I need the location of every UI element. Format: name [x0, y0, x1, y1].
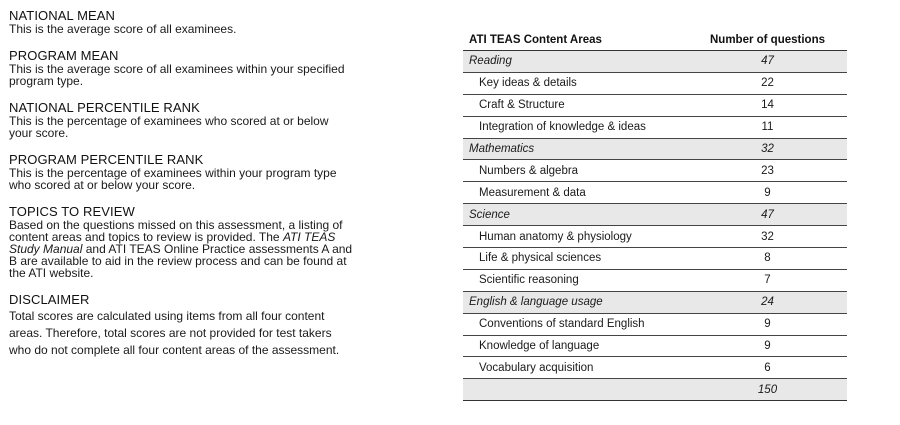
definition-heading: PROGRAM MEAN: [9, 48, 119, 63]
question-count-cell: 7: [688, 269, 847, 291]
definition-text: This is the average score of all examinees.: [9, 22, 237, 36]
definition-text: This is the percentage of examinees within your program type: [9, 166, 337, 180]
content-areas-table-panel: [463, 30, 847, 401]
table-row: [463, 269, 847, 291]
manual-title: Study Manual: [9, 242, 83, 256]
table-row-category: [463, 138, 847, 160]
table-header-row: [463, 30, 847, 51]
question-count-cell: 14: [688, 94, 847, 116]
definition-text: who scored at or below your score.: [9, 178, 196, 192]
content-area-cell: Craft & Structure: [463, 94, 688, 116]
question-count-cell: 9: [688, 313, 847, 335]
table-row: [463, 72, 847, 94]
content-area-cell: Knowledge of language: [463, 335, 688, 357]
content-area-cell: Integration of knowledge & ideas: [463, 116, 688, 138]
definition-text: This is the average score of all examinees within your specified: [9, 62, 345, 76]
definitions-panel: [9, 8, 439, 358]
content-area-cell: Conventions of standard English: [463, 313, 688, 335]
manual-title: ATI TEAS: [282, 230, 336, 244]
table-row: [463, 182, 847, 204]
content-area-cell: Scientific reasoning: [463, 269, 688, 291]
content-area-cell: Science: [463, 204, 688, 226]
total-label-cell: [463, 379, 688, 401]
question-count-cell: 24: [688, 291, 847, 313]
question-count-cell: 47: [688, 51, 847, 73]
table-row: [463, 116, 847, 138]
content-area-cell: Human anatomy & physiology: [463, 226, 688, 248]
definition-heading: TOPICS TO REVIEW: [9, 204, 135, 219]
table-row-category: [463, 204, 847, 226]
table-row: [463, 357, 847, 379]
content-areas-table: [463, 30, 847, 401]
content-area-cell: Reading: [463, 51, 688, 73]
table-row: [463, 335, 847, 357]
definition-heading: NATIONAL MEAN: [9, 8, 116, 23]
question-count-cell: 22: [688, 72, 847, 94]
definition-program-percentile-rank: [9, 152, 439, 191]
text-segment: content areas and topics to review is provided. The: [9, 230, 283, 244]
question-count-cell: 9: [688, 335, 847, 357]
definition-text: areas. Therefore, total scores are not provided for test takers: [9, 326, 332, 340]
content-area-cell: Vocabulary acquisition: [463, 357, 688, 379]
definition-text: B are available to aid in the review process and can be found at: [9, 254, 347, 268]
text-segment: and ATI TEAS Online Practice assessments A and: [82, 242, 353, 256]
column-header-number-of-questions: Number of questions: [688, 30, 847, 51]
definition-text: program type.: [9, 74, 84, 88]
definition-heading: NATIONAL PERCENTILE RANK: [9, 100, 200, 115]
definition-national-percentile-rank: [9, 100, 439, 139]
question-count-cell: 8: [688, 248, 847, 270]
question-count-cell: 32: [688, 138, 847, 160]
question-count-cell: 47: [688, 204, 847, 226]
table-row-category: [463, 51, 847, 73]
total-count-cell: 150: [688, 379, 847, 401]
definition-topics-to-review: [9, 204, 439, 279]
definition-disclaimer: [9, 292, 439, 358]
content-area-cell: Key ideas & details: [463, 72, 688, 94]
content-area-cell: Life & physical sciences: [463, 248, 688, 270]
content-area-cell: Numbers & algebra: [463, 160, 688, 182]
definition-text: the ATI website.: [9, 266, 94, 280]
definition-text: This is the percentage of examinees who scored at or below: [9, 114, 329, 128]
definition-national-mean: [9, 8, 439, 35]
definition-text: Based on the questions missed on this assessment, a listing of: [9, 218, 343, 232]
definition-heading: DISCLAIMER: [9, 292, 90, 307]
question-count-cell: 11: [688, 116, 847, 138]
definition-text: who do not complete all four content areas of the assessment.: [9, 343, 340, 357]
definition-program-mean: [9, 48, 439, 87]
definition-text: Total scores are calculated using items from all four content: [9, 309, 325, 323]
table-body: [463, 51, 847, 401]
content-area-cell: English & language usage: [463, 291, 688, 313]
table-row-total: [463, 379, 847, 401]
table-row: [463, 248, 847, 270]
table-row: [463, 313, 847, 335]
question-count-cell: 23: [688, 160, 847, 182]
definition-text: your score.: [9, 126, 69, 140]
question-count-cell: 32: [688, 226, 847, 248]
question-count-cell: 9: [688, 182, 847, 204]
content-area-cell: Measurement & data: [463, 182, 688, 204]
column-header-content-areas: ATI TEAS Content Areas: [463, 30, 688, 51]
question-count-cell: 6: [688, 357, 847, 379]
content-area-cell: Mathematics: [463, 138, 688, 160]
table-row: [463, 94, 847, 116]
table-row: [463, 160, 847, 182]
table-row-category: [463, 291, 847, 313]
definition-heading: PROGRAM PERCENTILE RANK: [9, 152, 204, 167]
table-row: [463, 226, 847, 248]
